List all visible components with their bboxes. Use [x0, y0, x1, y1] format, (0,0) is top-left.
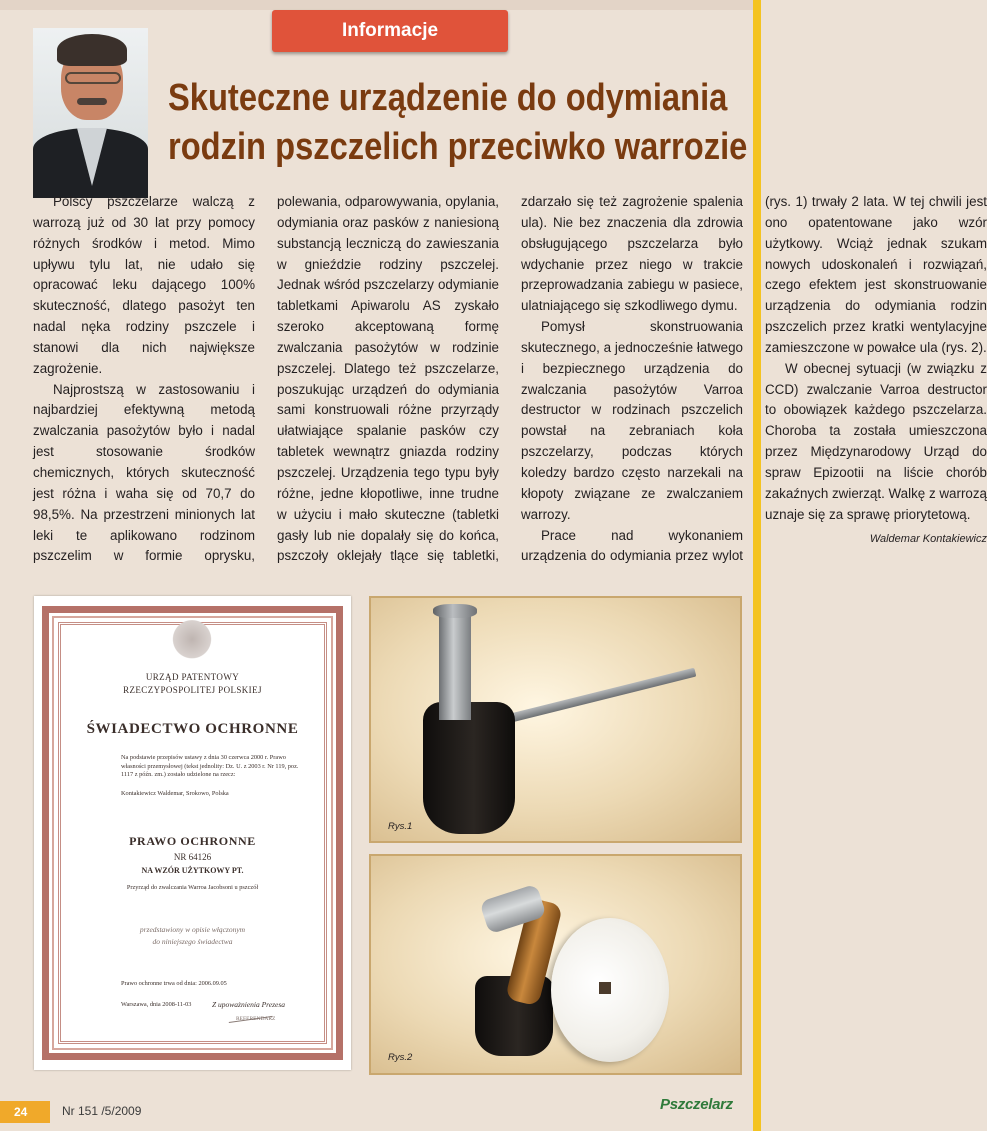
article-body: [33, 192, 987, 577]
certificate-owner: Kontakiewicz Waldemar, Srokowo, Polska: [121, 790, 229, 797]
article-title: [168, 74, 748, 172]
certificate-duration: Prawo ochronne trwa od dnia: 2006.09.05: [121, 980, 227, 987]
certificate-note-line1: przedstawiony w opisie włączonym: [139, 925, 246, 934]
figure-2-photo: [369, 854, 742, 1075]
section-badge: [272, 10, 508, 52]
device-rod: [508, 668, 696, 723]
device-tube: [439, 608, 471, 720]
certificate-right-title: PRAWO OCHRONNE: [129, 834, 256, 848]
certificate-number: NR 64126: [173, 852, 212, 862]
article-paragraph: Pomysł skonstruowania skutecznego, a jednocześnie łatwego i bezpiecznego urządzenia do zwalczania pasożytów Varroa destructor w rodzinach pszczelich powstał na zebraniach koła pszczelarzy, podczas których koledzy bardzo często narzekali na kłopoty związane ze zwalczaniem warrozy.: [521, 319, 743, 522]
certificate-type: NA WZÓR UŻYTKOWY PT.: [141, 866, 244, 875]
certificate-office-line1: URZĄD PATENTOWY: [145, 672, 240, 682]
page-edge-bar: [753, 0, 761, 1131]
certificate-heading: ŚWIADECTWO OCHRONNE: [86, 721, 299, 737]
certificate-device-name: Przyrząd do zwalczania Warroa Jacobsoni u pszczół: [126, 884, 259, 891]
certificate-note-line2: do niniejszego świadectwa: [152, 937, 233, 946]
certificate-office-line2: RZECZYPOSPOLITEJ POLSKIEJ: [123, 685, 262, 695]
eagle-emblem-icon: [168, 620, 216, 668]
article-paragraph: Polscy pszczelarze walczą z warrozą już od 30 lat przy pomocy różnych środków i metod. Mimo upływu tylu lat, nie udało się opracować leku dającego 100% skuteczność, dlatego pasożyt ten nadal nęka rodziny pszczele i stanowi dla nich największe zagrożenie.: [33, 194, 255, 376]
article-paragraph: Najprostszą w zastosowaniu i najbardziej efektywną metodą zwalczania pasożytów było i nadal jest stosowanie środków chemicznych, których skuteczność jest różna i waha się od 70,7 do 98,5%. Na przestrzeni minionych lat leki te aplikowano rodzinom pszczelim w formie oprysku, polewania, odparowywania, opylania, odymiania oraz pasków z naniesioną substancją leczniczą do zawieszania w gnieździe rodziny pszczelej. Jednak wśród pszczelarzy odymianie tabletkami Apiwarolu AS zyskało szeroko akceptowaną formę zwalczania pasożytów w rodzinie pszczelej. Dlatego też pszczelarze, poszukując urządzeń do odymiania sami konstruowali różne przyrządy ułatwiające spalanie pasków czy tabletek wewnątrz gniazda rodziny pszczelej. Urządzenia tego typu były różne, jedne kłopotliwe, inne trudne w użyciu i mało skuteczne (tabletki gasły lub nie dopalały się do końca, pszczoły oklejały tlące się tabletki, zdarzało się też zagrożenie spalenia ula). Nie bez znaczenia dla zdrowia obsługującego pszczelarza było wdychanie przez niego w trakcie przeprowadzania zabiegu w pasiece, ulatniającego się szkodliwego dymu.: [33, 194, 743, 564]
author-portrait: [33, 28, 148, 186]
issue-number: Nr 151 /5/2009: [62, 1104, 142, 1118]
figure-1-caption: Rys.1: [388, 821, 413, 832]
patent-certificate: [34, 596, 351, 1070]
figure-2-caption: Rys.2: [388, 1052, 413, 1063]
top-stripe: [0, 0, 761, 10]
certificate-legal-text: Na podstawie przepisów ustawy z dnia 30 czerwca 2000 r. Prawo własności przemysłowej (tekst jednolity: Dz. U. z 2003 r. Nr 119, poz. 1117 z późn. zm.) zostało udzielone na rzecz:: [121, 754, 299, 778]
article-paragraph: W obecnej sytuacji (w związku z CCD) zwalczanie Varroa destructor to obowiązek każdego pszczelarza. Choroba ta została umieszczona przez Międzynarodowy Urząd do spraw Epizootii na liście chorób zakaźnych zwierząt. Walkę z warrozą uznaje się za sprawę priorytetową.: [765, 360, 987, 522]
page-number: 24: [0, 1101, 50, 1123]
article-author: Waldemar Kontakiewicz: [869, 532, 987, 545]
magazine-brand: Pszczelarz: [660, 1096, 733, 1113]
certificate-signature-small: REFERENDARZ: [236, 1016, 276, 1022]
section-label: Informacje: [341, 20, 439, 41]
figure-1-photo: [369, 596, 742, 843]
article-paragraph: Prace nad wykonaniem urządzenia do odymiania przez wylot (rys. 1) trwały 2 lata. W tej chwili jest ono opatentowane jako wzór użytkowy. Wciąż jednak szukam nowych udoskonaleń i rozwiązań, czego efektem jest skonstruowanie urządzenia do odymiania rodzin pszczelich przez kratki wentylacyjne zamieszczone w powałce ula (rys. 2).: [521, 194, 987, 564]
certificate-place-date: Warszawa, dnia 2008-11-03: [121, 1001, 192, 1008]
title-line-1: Skuteczne urządzenie do odymiania: [168, 77, 728, 119]
certificate-signature-label: Z upoważnienia Prezesa: [212, 1000, 286, 1009]
title-line-2: rodzin pszczelich przeciwko warrozie: [168, 126, 748, 168]
device-base: [423, 702, 515, 834]
